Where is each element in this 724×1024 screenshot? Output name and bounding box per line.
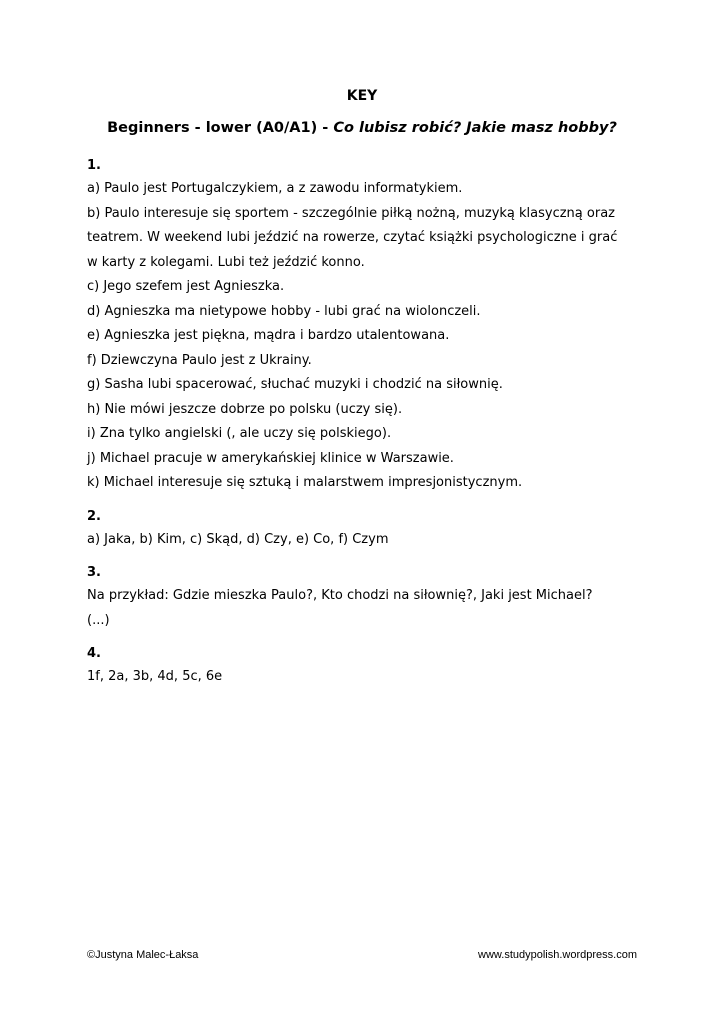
answer-line: g) Sasha lubi spacerować, słuchać muzyki i chodzić na siłownię. bbox=[87, 377, 503, 392]
section-number: 3. bbox=[87, 565, 101, 580]
answer-line: b) Paulo interesuje się sportem - szczególnie piłką nożną, muzyką klasyczną oraz bbox=[87, 205, 615, 221]
section-1 bbox=[87, 155, 647, 496]
answer-key-content bbox=[87, 155, 647, 690]
answer-line: e) Agnieszka jest piękna, mądra i bardzo utalentowana. bbox=[87, 328, 450, 343]
answer-line: c) Jego szefem jest Agnieszka. bbox=[87, 279, 285, 294]
document-subtitle bbox=[0, 118, 724, 138]
footer-copyright: ©Justyna Malec-Łaksa bbox=[87, 949, 199, 961]
answer-line: j) Michael pracuje w amerykańskiej klinice w Warszawie. bbox=[87, 450, 454, 466]
section-3 bbox=[87, 562, 647, 633]
answer-line: k) Michael interesuje się sztuką i malarstwem impresjonistycznym. bbox=[87, 475, 523, 490]
answer-line: a) Jaka, b) Kim, c) Skąd, d) Czy, e) Co, f) Czym bbox=[87, 531, 389, 547]
subtitle-level: Beginners - lower (A0/A1) - bbox=[107, 120, 334, 136]
answer-line: d) Agnieszka ma nietypowe hobby - lubi grać na wiolonczeli. bbox=[87, 303, 481, 319]
answer-line: f) Dziewczyna Paulo jest z Ukrainy. bbox=[87, 352, 312, 368]
key-title: KEY bbox=[346, 88, 378, 104]
section-number: 1. bbox=[87, 158, 101, 173]
answer-line: 1f, 2a, 3b, 4d, 5c, 6e bbox=[87, 669, 223, 684]
footer-website: www.studypolish.wordpress.com bbox=[478, 949, 637, 961]
section-number: 4. bbox=[87, 646, 101, 661]
answer-line: i) Zna tylko angielski (, ale uczy się polskiego). bbox=[87, 426, 392, 441]
answer-line: Na przykład: Gdzie mieszka Paulo?, Kto chodzi na siłownię?, Jaki jest Michael? bbox=[87, 588, 593, 603]
answer-line: a) Paulo jest Portugalczykiem, a z zawodu informatykiem. bbox=[87, 181, 463, 196]
answer-line: (...) bbox=[87, 612, 110, 628]
answer-line: w karty z kolegami. Lubi też jeździć konno. bbox=[87, 254, 365, 270]
answer-line: teatrem. W weekend lubi jeździć na rowerze, czytać książki psychologiczne i grać bbox=[87, 230, 618, 245]
section-number: 2. bbox=[87, 508, 101, 524]
section-2 bbox=[87, 506, 647, 553]
subtitle-topic: Co lubisz robić? Jakie masz hobby? bbox=[333, 120, 617, 136]
answer-line: h) Nie mówi jeszcze dobrze po polsku (uczy się). bbox=[87, 401, 403, 417]
section-4 bbox=[87, 643, 647, 690]
